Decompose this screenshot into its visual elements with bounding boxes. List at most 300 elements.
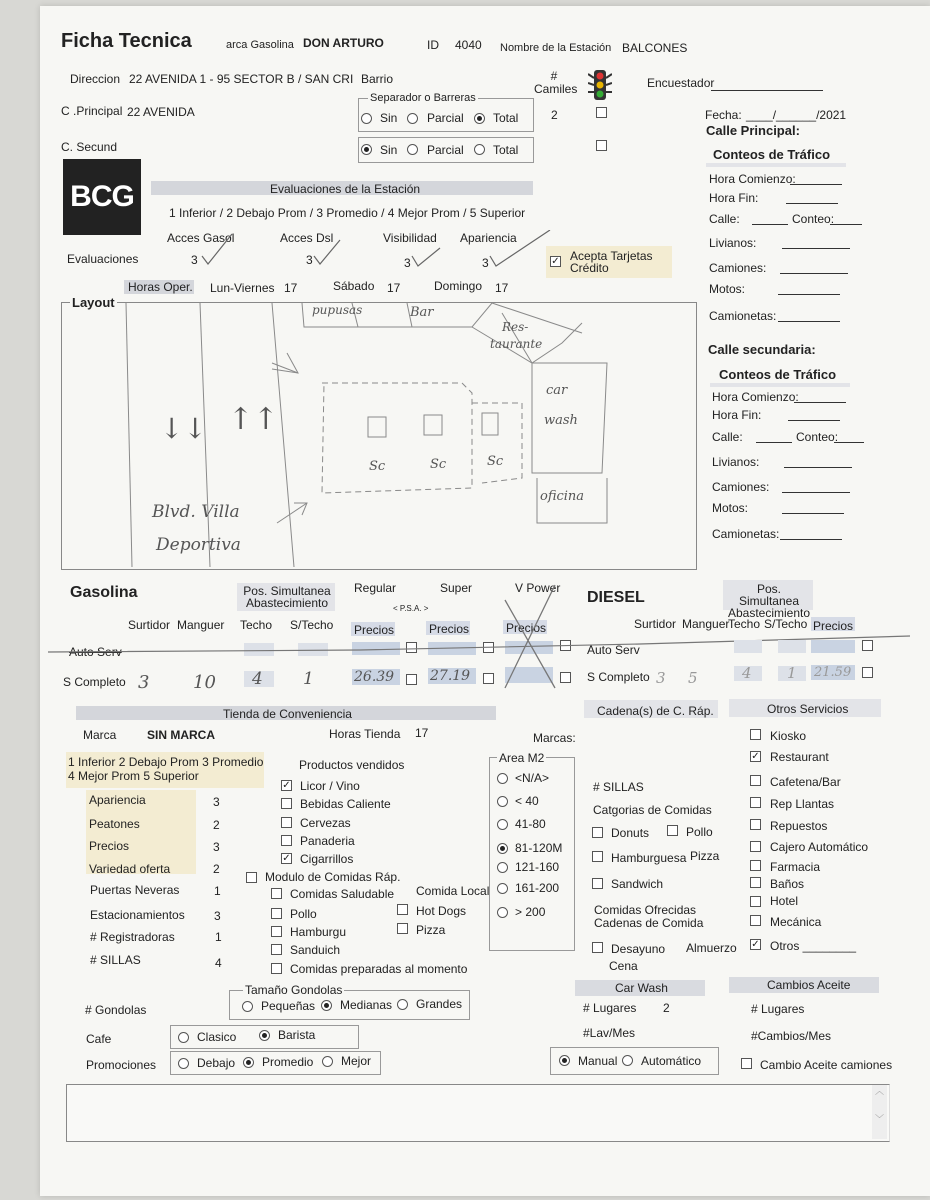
cadenas-title: Cadena(s) de C. Ráp. bbox=[597, 704, 714, 718]
area-lt40-label: < 40 bbox=[515, 794, 539, 808]
separador-total-radio[interactable] bbox=[474, 113, 485, 124]
lun-label: Lun-Viernes bbox=[210, 281, 275, 295]
gas-sc-surtidor: 3 bbox=[138, 672, 150, 693]
c-principal-value: 22 AVENIDA bbox=[127, 105, 195, 119]
secund-sin-radio[interactable] bbox=[361, 144, 372, 155]
separador-parcial-radio[interactable] bbox=[407, 113, 418, 124]
diesel-techo-header: Techo bbox=[728, 617, 761, 631]
livianos-field-2[interactable] bbox=[784, 467, 852, 468]
diesel-sc-stecho: 1 bbox=[787, 664, 797, 682]
diesel-auto-techo-field[interactable] bbox=[734, 640, 762, 653]
hot-dogs-label: Hot Dogs bbox=[416, 904, 467, 918]
diesel-price-value: 21.59 bbox=[814, 665, 852, 680]
acces-dsl-label: Acces Dsl bbox=[280, 231, 334, 245]
banos-label: Baños bbox=[770, 877, 805, 891]
livianos-label-1: Livianos: bbox=[709, 236, 757, 250]
tienda-marca-value: SIN MARCA bbox=[147, 728, 215, 742]
hora-comienzo-label-1: Hora Comienzo: bbox=[709, 172, 796, 186]
traffic-light-icon bbox=[588, 70, 612, 104]
rating-estacionamientos-value: 3 bbox=[214, 909, 221, 923]
motos-label-2: Motos: bbox=[712, 501, 749, 515]
cafetena-label: Cafetena/Bar bbox=[770, 775, 841, 789]
camionetas-label-2: Camionetas: bbox=[712, 527, 780, 541]
marcas-label: Marcas: bbox=[533, 731, 576, 745]
vpower-precios-header: Precios bbox=[506, 621, 547, 635]
cena-label: Cena bbox=[609, 959, 638, 973]
comida-local-label: Comida Local bbox=[416, 884, 490, 898]
camionetas-field-2[interactable] bbox=[780, 539, 842, 540]
area-41-80-label: 41-80 bbox=[515, 817, 546, 831]
separador-sin-label: Sin bbox=[380, 111, 398, 125]
promo-debajo-label: Debajo bbox=[197, 1056, 236, 1070]
cadenas-comida-label: Cadenas de Comida bbox=[594, 916, 704, 930]
livianos-field-1[interactable] bbox=[782, 248, 850, 249]
calle-field-1[interactable] bbox=[752, 224, 788, 225]
sandwich-checkbox[interactable] bbox=[592, 878, 603, 889]
donuts-label: Donuts bbox=[611, 826, 650, 840]
hotel-label: Hotel bbox=[770, 894, 799, 908]
hora-fin-field-1[interactable] bbox=[786, 203, 838, 204]
sketch-up-arrows: ↑↑ bbox=[228, 402, 279, 437]
diesel-sc-surtidor: 3 bbox=[656, 669, 666, 687]
licor-checkbox[interactable]: ✓ bbox=[282, 780, 291, 791]
pequenas-label: Pequeñas bbox=[261, 999, 316, 1013]
tienda-marca-label: Marca bbox=[83, 728, 117, 742]
diesel-precios-header: Precios bbox=[813, 619, 854, 633]
check-mark-icon bbox=[202, 234, 232, 264]
donuts-checkbox[interactable] bbox=[592, 827, 603, 838]
diesel-title: DIESEL bbox=[587, 589, 645, 606]
calle-label-1: Calle: bbox=[709, 212, 740, 226]
vpower-sc-checkbox[interactable] bbox=[560, 672, 571, 683]
rating-puertas-value: 1 bbox=[214, 884, 221, 898]
barrio-label: Barrio bbox=[361, 72, 394, 86]
motos-field-2[interactable] bbox=[782, 513, 844, 514]
direccion-value: 22 AVENIDA 1 - 95 SECTOR B / SAN CRI bbox=[129, 72, 354, 86]
conteos-bar-2 bbox=[710, 383, 850, 387]
camionetas-field-1[interactable] bbox=[778, 321, 840, 322]
desayuno-label: Desayuno bbox=[611, 942, 666, 956]
direccion-label: Direccion bbox=[70, 72, 121, 86]
comidas-saludable-checkbox[interactable] bbox=[271, 888, 282, 899]
carwash-lugares-value: 2 bbox=[663, 1001, 670, 1015]
mecanica-label: Mecánica bbox=[770, 915, 822, 929]
cadena-pizza-label: Pizza bbox=[690, 849, 720, 863]
repuestos-label: Repuestos bbox=[770, 819, 828, 833]
kiosko-label: Kiosko bbox=[770, 729, 807, 743]
conteo-label-1: Conteo: bbox=[792, 212, 835, 226]
sketch-down-arrows: ↓↓ bbox=[160, 412, 207, 445]
cadenas-sillas-label: # SILLAS bbox=[593, 780, 644, 794]
psa-label: < P.S.A. > bbox=[393, 604, 429, 613]
promo-mejor-label: Mejor bbox=[341, 1054, 372, 1068]
clasico-label: Clasico bbox=[197, 1030, 237, 1044]
area-161-200-label: 161-200 bbox=[515, 881, 560, 895]
super-sc-checkbox[interactable] bbox=[483, 673, 494, 684]
comidas-preparadas-checkbox[interactable] bbox=[271, 963, 282, 974]
camiones-label-2: Camiones: bbox=[712, 480, 770, 494]
cigarrillos-label: Cigarrillos bbox=[300, 852, 354, 866]
camiones-field-2[interactable] bbox=[782, 492, 850, 493]
rating-precios-value: 3 bbox=[213, 840, 220, 854]
tienda-title: Tienda de Conveniencia bbox=[223, 707, 352, 721]
pollo-checkbox[interactable] bbox=[271, 908, 282, 919]
sketch-sc-1: Sc bbox=[369, 459, 386, 474]
regular-label: Regular bbox=[354, 581, 397, 595]
dom-value: 17 bbox=[495, 281, 509, 295]
promo-promedio-radio[interactable] bbox=[243, 1057, 254, 1068]
cafetena-checkbox[interactable] bbox=[750, 775, 761, 786]
carwash-title: Car Wash bbox=[615, 981, 668, 995]
separador-total-label: Total bbox=[493, 111, 519, 125]
chevron-down-icon[interactable]: ﹀ bbox=[875, 1114, 885, 1124]
horas-tienda-label: Horas Tienda bbox=[329, 727, 401, 741]
promociones-label: Promociones bbox=[86, 1058, 157, 1072]
promo-mejor-radio[interactable] bbox=[322, 1056, 333, 1067]
rep-llantas-label: Rep Llantas bbox=[770, 797, 835, 811]
rating-registradoras-label: # Registradoras bbox=[90, 930, 175, 944]
aceite-camiones-label: Cambio Aceite camiones bbox=[760, 1058, 893, 1072]
automatico-radio[interactable] bbox=[622, 1055, 633, 1066]
camiles-value: 2 bbox=[551, 108, 558, 122]
medianas-label: Medianas bbox=[340, 998, 393, 1012]
diesel-auto-checkbox[interactable] bbox=[862, 640, 873, 651]
marca-label: arca Gasolina bbox=[226, 39, 294, 51]
conteos-title-2: Conteos de Tráfico bbox=[719, 367, 837, 382]
rating-estacionamientos-label: Estacionamientos bbox=[90, 908, 185, 922]
apariencia-value: 3 bbox=[482, 256, 489, 270]
panaderia-label: Panaderia bbox=[300, 834, 355, 848]
area-na-label: <N/A> bbox=[515, 771, 550, 785]
promo-promedio-label: Promedio bbox=[262, 1055, 314, 1069]
separador-sin-radio[interactable] bbox=[361, 113, 372, 124]
chevron-up-icon[interactable]: ︿ bbox=[875, 1086, 885, 1096]
encuestador-field[interactable] bbox=[711, 90, 823, 91]
hamburgu-label: Hamburgu bbox=[290, 925, 347, 939]
area-81-120-radio[interactable] bbox=[497, 843, 508, 854]
pollo-label: Pollo bbox=[290, 907, 317, 921]
gas-auto-serv-label: Auto Serv bbox=[69, 645, 122, 659]
aceite-lugares-label: # Lugares bbox=[751, 1002, 805, 1016]
rating-puertas-label: Puertas Neveras bbox=[90, 883, 180, 897]
sketch-blvd: Blvd. Villa bbox=[152, 502, 240, 522]
restaurant-label: Restaurant bbox=[770, 750, 829, 764]
motos-label-1: Motos: bbox=[709, 282, 746, 296]
rating-apariencia-value: 3 bbox=[213, 795, 220, 809]
acces-gasol-label: Acces Gasol bbox=[167, 231, 235, 245]
gas-s-completo-label: S Completo bbox=[63, 675, 126, 689]
otros-title: Otros Servicios bbox=[767, 702, 849, 716]
diesel-auto-serv-label: Auto Serv bbox=[587, 643, 640, 657]
id-value: 4040 bbox=[455, 38, 482, 52]
diesel-manguer-header: Manguer bbox=[682, 617, 730, 631]
rating-registradoras-value: 1 bbox=[215, 930, 222, 944]
id-label: ID bbox=[427, 38, 439, 52]
sketch-wash: wash bbox=[544, 413, 578, 428]
diesel-pos-sim-label: Pos. Simultanea Abastecimiento bbox=[727, 582, 811, 620]
marca-value: DON ARTURO bbox=[303, 36, 384, 50]
grandes-radio[interactable] bbox=[397, 999, 408, 1010]
medianas-radio[interactable] bbox=[321, 1000, 332, 1011]
visibilidad-value: 3 bbox=[404, 256, 411, 270]
pizza-label: Pizza bbox=[416, 923, 446, 937]
cadena-pollo-label: Pollo bbox=[686, 825, 713, 839]
tienda-scale-1: 1 Inferior 2 Debajo Prom 3 Promedio bbox=[68, 755, 264, 769]
super-price-value: 27.19 bbox=[430, 668, 471, 684]
station-label: Nombre de la Estación bbox=[500, 42, 612, 54]
modulo-label: Modulo de Comidas Ráp. bbox=[265, 870, 401, 884]
rating-variedad-value: 2 bbox=[213, 862, 220, 876]
camiones-field-1[interactable] bbox=[780, 273, 848, 274]
area-title: Area M2 bbox=[499, 751, 545, 765]
panaderia-checkbox[interactable] bbox=[281, 835, 292, 846]
evaluaciones-scale: 1 Inferior / 2 Debajo Prom / 3 Promedio / 4 Mejor Prom / 5 Superior bbox=[169, 206, 526, 220]
conteos-bar-1 bbox=[706, 163, 846, 167]
hora-fin-label-1: Hora Fin: bbox=[709, 191, 759, 205]
area-gt200-label: > 200 bbox=[515, 905, 546, 919]
rating-variedad-label: Variedad oferta bbox=[89, 862, 171, 876]
area-121-160-radio[interactable] bbox=[497, 862, 508, 873]
calle-label-2: Calle: bbox=[712, 430, 743, 444]
otros-label: Otros ________ bbox=[770, 939, 857, 953]
camiles-principal-checkbox[interactable] bbox=[596, 107, 607, 118]
sketch-deportiva: Deportiva bbox=[156, 535, 241, 555]
apariencia-label: Apariencia bbox=[460, 231, 517, 245]
area-161-200-radio[interactable] bbox=[497, 883, 508, 894]
restaurant-checkbox[interactable]: ✓ bbox=[751, 751, 760, 762]
hamburgu-checkbox[interactable] bbox=[271, 926, 282, 937]
area-81-120-label: 81-120M bbox=[515, 841, 563, 855]
repuestos-checkbox[interactable] bbox=[750, 819, 761, 830]
rating-peatones-value: 2 bbox=[213, 818, 220, 832]
lav-mes-label: #Lav/Mes bbox=[583, 1026, 636, 1040]
clasico-radio[interactable] bbox=[178, 1032, 189, 1043]
lun-value: 17 bbox=[284, 281, 298, 295]
regular-precios-header: Precios bbox=[354, 623, 395, 637]
productos-title: Productos vendidos bbox=[299, 758, 405, 772]
calle-secundaria-title: Calle secundaria: bbox=[708, 342, 816, 357]
cigarrillos-checkbox[interactable]: ✓ bbox=[282, 853, 291, 864]
cajero-label: Cajero Automático bbox=[770, 840, 869, 854]
automatico-label: Automático bbox=[641, 1054, 702, 1068]
banos-checkbox[interactable] bbox=[750, 877, 761, 888]
secund-parcial-label: Parcial bbox=[427, 143, 464, 157]
visibilidad-label: Visibilidad bbox=[383, 231, 437, 245]
gas-techo-header: Techo bbox=[240, 618, 273, 632]
cadena-pollo-checkbox[interactable] bbox=[667, 825, 678, 836]
aceite-title: Cambios Aceite bbox=[767, 978, 851, 992]
barista-radio[interactable] bbox=[259, 1030, 270, 1041]
comidas-preparadas-label: Comidas preparadas al momento bbox=[290, 962, 468, 976]
dom-label: Domingo bbox=[434, 279, 483, 293]
conteo-label-2: Conteo: bbox=[796, 430, 839, 444]
hamburguesa-label: Hamburguesa bbox=[611, 851, 687, 865]
separador-label: Separador o Barreras bbox=[370, 92, 476, 104]
otros-checkbox[interactable]: ✓ bbox=[751, 939, 760, 950]
area-121-160-label: 121-160 bbox=[515, 860, 560, 874]
regular-sc-checkbox[interactable] bbox=[406, 674, 417, 685]
secund-sin-label: Sin bbox=[380, 143, 398, 157]
conteo-field-2[interactable] bbox=[834, 442, 864, 443]
area-gt200-radio[interactable] bbox=[497, 907, 508, 918]
notes-textarea[interactable] bbox=[66, 1084, 890, 1142]
cervezas-label: Cervezas bbox=[300, 816, 351, 830]
diesel-auto-price[interactable] bbox=[811, 640, 855, 653]
promo-debajo-radio[interactable] bbox=[178, 1058, 189, 1069]
hora-comienzo-field-1[interactable] bbox=[790, 184, 842, 185]
bebidas-checkbox[interactable] bbox=[281, 798, 292, 809]
station-value: BALCONES bbox=[622, 41, 688, 55]
gas-sc-techo: 4 bbox=[252, 669, 263, 689]
sketch-pupusas: pupusas bbox=[312, 303, 363, 317]
manual-radio[interactable] bbox=[559, 1055, 570, 1066]
manual-label: Manual bbox=[578, 1054, 618, 1068]
gas-sc-stecho: 1 bbox=[303, 669, 314, 689]
diesel-s-completo-label: S Completo bbox=[587, 670, 650, 684]
secund-total-label: Total bbox=[493, 143, 519, 157]
sanduich-label: Sanduich bbox=[290, 943, 341, 957]
rating-sillas-value: 4 bbox=[215, 956, 222, 970]
farmacia-checkbox[interactable] bbox=[750, 860, 761, 871]
bcg-logo: BCG bbox=[63, 159, 141, 235]
sketch-sc-3: Sc bbox=[487, 454, 504, 469]
diesel-surtidor-header: Surtidor bbox=[634, 617, 677, 631]
gasolina-title: Gasolina bbox=[70, 584, 138, 601]
carwash-lugares-label: # Lugares bbox=[583, 1001, 637, 1015]
sketch-restaurante-1: Res- bbox=[502, 320, 529, 334]
mecanica-checkbox[interactable] bbox=[750, 915, 761, 926]
camiones-label-1: Camiones: bbox=[709, 261, 767, 275]
sanduich-checkbox[interactable] bbox=[271, 944, 282, 955]
hora-comienzo-field-2[interactable] bbox=[794, 402, 846, 403]
fecha-value[interactable]: ____/______/2021 bbox=[746, 108, 847, 122]
diesel-auto-stecho-field[interactable] bbox=[778, 640, 806, 653]
camiles-secund-checkbox[interactable] bbox=[596, 140, 607, 151]
hotel-checkbox[interactable] bbox=[750, 896, 761, 907]
check-mark-icon bbox=[314, 240, 340, 264]
encuestador-label: Encuestador bbox=[647, 76, 715, 90]
sketch-restaurante-2: taurante bbox=[490, 337, 543, 351]
hora-comienzo-label-2: Hora Comienzo: bbox=[712, 390, 799, 404]
rep-llantas-checkbox[interactable] bbox=[750, 797, 761, 808]
c-secund-label: C. Secund bbox=[61, 140, 118, 154]
tienda-scale-2: 4 Mejor Prom 5 Superior bbox=[68, 769, 199, 783]
rating-sillas-label: # SILLAS bbox=[90, 953, 141, 967]
aceite-camiones-checkbox[interactable] bbox=[741, 1058, 752, 1069]
check-mark-icon bbox=[490, 230, 550, 266]
evaluaciones-title: Evaluaciones de la Estación bbox=[270, 182, 421, 196]
area-lt40-radio[interactable] bbox=[497, 796, 508, 807]
hamburguesa-checkbox[interactable] bbox=[592, 851, 603, 862]
calle-principal-title: Calle Principal: bbox=[706, 123, 800, 138]
pizza-checkbox[interactable] bbox=[397, 923, 408, 934]
hora-fin-field-2[interactable] bbox=[788, 420, 840, 421]
gas-stecho-header: S/Techo bbox=[290, 618, 334, 632]
gas-pos-sim-label: Pos. Simultanea Abastecimiento bbox=[243, 584, 331, 610]
eval-checkmarks bbox=[190, 230, 560, 270]
acces-dsl-value: 3 bbox=[306, 253, 313, 267]
modulo-checkbox[interactable] bbox=[246, 872, 257, 883]
area-na-radio[interactable] bbox=[497, 773, 508, 784]
diesel-stecho-header: S/Techo bbox=[764, 617, 808, 631]
rating-apariencia-label: Apariencia bbox=[89, 793, 146, 807]
form-title: Ficha Tecnica bbox=[61, 30, 192, 52]
sab-label: Sábado bbox=[333, 279, 375, 293]
super-precios-header: Precios bbox=[429, 622, 470, 636]
horas-tienda-value: 17 bbox=[415, 726, 429, 740]
comidas-ofrecidas-label: Comidas Ofrecidas bbox=[594, 903, 697, 917]
c-principal-label: C .Principal bbox=[61, 104, 123, 118]
secund-parcial-radio[interactable] bbox=[407, 144, 418, 155]
layout-title: Layout bbox=[72, 295, 115, 310]
sketch-sc-2: Sc bbox=[430, 457, 447, 472]
evaluaciones-label: Evaluaciones bbox=[67, 252, 139, 266]
cervezas-checkbox[interactable] bbox=[281, 817, 292, 828]
almuerzo-label: Almuerzo bbox=[686, 941, 737, 955]
gas-surtidor-header: Surtidor bbox=[128, 618, 171, 632]
calle-field-2[interactable] bbox=[756, 442, 792, 443]
aceite-cambios-label: #Cambios/Mes bbox=[751, 1029, 832, 1043]
layout-sketch bbox=[62, 303, 694, 567]
livianos-label-2: Livianos: bbox=[712, 455, 760, 469]
sketch-oficina: oficina bbox=[540, 489, 585, 504]
fecha-label: Fecha: bbox=[705, 108, 742, 122]
rating-peatones-label: Peatones bbox=[89, 817, 140, 831]
conteos-title-1: Conteos de Tráfico bbox=[713, 147, 831, 162]
tamano-title: Tamaño Gondolas bbox=[245, 983, 343, 997]
rating-precios-label: Precios bbox=[89, 839, 130, 853]
cajero-checkbox[interactable] bbox=[750, 841, 761, 852]
check-mark-icon bbox=[412, 248, 440, 266]
acces-gasol-value: 3 bbox=[191, 253, 198, 267]
sandwich-label: Sandwich bbox=[611, 877, 664, 891]
diesel-sc-checkbox[interactable] bbox=[862, 667, 873, 678]
secund-total-radio[interactable] bbox=[474, 144, 485, 155]
separador-parcial-label: Parcial bbox=[427, 111, 464, 125]
motos-field-1[interactable] bbox=[778, 294, 840, 295]
camiles-label: # Camiles bbox=[534, 69, 578, 96]
diesel-sc-techo: 4 bbox=[742, 664, 752, 682]
regular-price-value: 26.39 bbox=[354, 669, 395, 685]
sab-value: 17 bbox=[387, 281, 401, 295]
kiosko-checkbox[interactable] bbox=[750, 729, 761, 740]
categorias-label: Catgorias de Comidas bbox=[593, 803, 712, 817]
grandes-label: Grandes bbox=[416, 997, 463, 1011]
tarjetas-checkbox[interactable]: ✓ bbox=[551, 256, 560, 267]
bebidas-label: Bebidas Caliente bbox=[300, 797, 391, 811]
camionetas-label-1: Camionetas: bbox=[709, 309, 777, 323]
diesel-sc-manguer: 5 bbox=[688, 669, 698, 687]
comidas-saludable-label: Comidas Saludable bbox=[290, 887, 395, 901]
super-label: Super bbox=[440, 581, 473, 595]
barista-label: Barista bbox=[278, 1028, 316, 1042]
desayuno-checkbox[interactable] bbox=[592, 942, 603, 953]
gondolas-label: # Gondolas bbox=[85, 1003, 147, 1017]
hora-fin-label-2: Hora Fin: bbox=[712, 408, 762, 422]
tarjetas-label: Acepta Tarjetas Crédito bbox=[570, 249, 653, 275]
sketch-car: car bbox=[546, 383, 568, 398]
horas-label: Horas Oper. bbox=[128, 280, 193, 294]
licor-label: Licor / Vino bbox=[300, 779, 360, 793]
conteo-field-1[interactable] bbox=[830, 224, 862, 225]
gas-sc-manguer: 10 bbox=[193, 672, 216, 693]
gas-manguer-header: Manguer bbox=[177, 618, 225, 632]
vpower-label: V Power bbox=[515, 581, 561, 595]
area-41-80-radio[interactable] bbox=[497, 819, 508, 830]
pequenas-radio[interactable] bbox=[242, 1001, 253, 1012]
hot-dogs-checkbox[interactable] bbox=[397, 904, 408, 915]
farmacia-label: Farmacia bbox=[770, 860, 821, 874]
